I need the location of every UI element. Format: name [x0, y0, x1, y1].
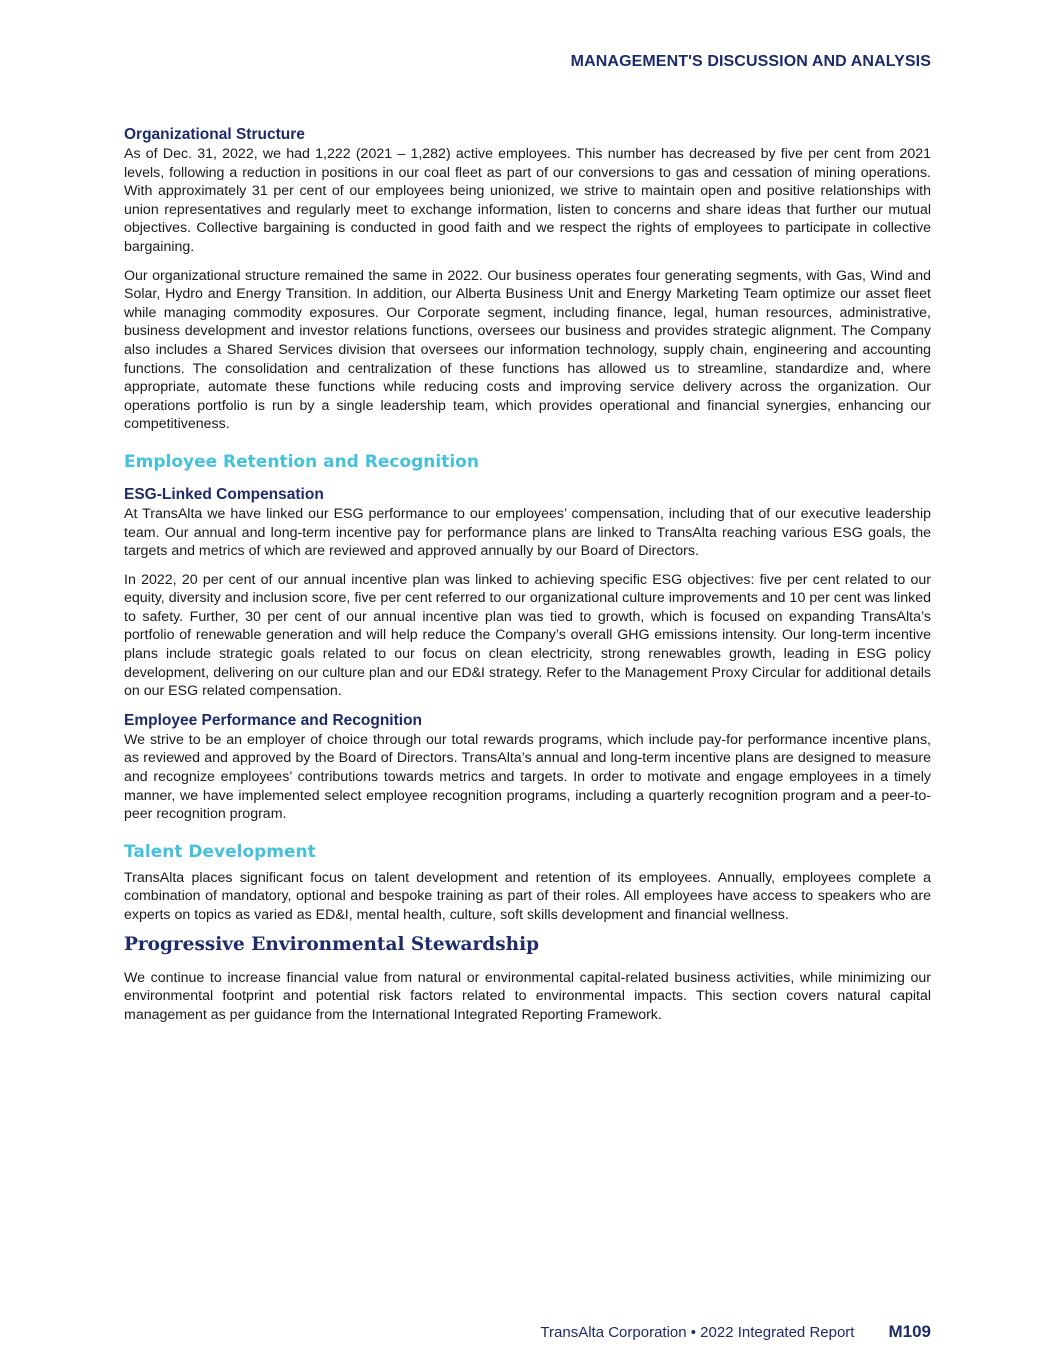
- heading-employee-retention: Employee Retention and Recognition: [124, 451, 479, 472]
- heading-employee-performance: Employee Performance and Recognition: [124, 711, 423, 729]
- page-content: [124, 125, 931, 1024]
- heading-environmental-stewardship: Progressive Environmental Stewardship: [124, 933, 540, 955]
- running-header: MANAGEMENT'S DISCUSSION AND ANALYSIS: [570, 53, 931, 70]
- paragraph-performance: We strive to be an employer of choice through our total rewards programs, which include pay-for performance incentive plans, as reviewed and approved by the Board of Directors. TransAlta’s annual and long-term incentive plans are designed to measure and recognize employees’ contributions towards metrics and targets. In order to motivate and engage employees in a timely manner, we have implemented select employee recognition programs, including a quarterly recognition program and a peer-to-peer recognition program.: [124, 731, 931, 823]
- paragraph-environment: We continue to increase financial value from natural or environmental capital-related business activities, while minimizing our environmental footprint and potential risk factors related to environmental impacts. This section covers natural capital management as per guidance from the International Integrated Reporting Framework.: [124, 969, 931, 1023]
- paragraph-esg-comp-2: In 2022, 20 per cent of our annual incentive plan was linked to achieving specific ESG objectives: five per cent related to our equity, diversity and inclusion score, five per cent referred to our organizational culture improvements and 10 per cent was linked to safety. Further, 30 per cent of our annual incentive plan was tied to growth, which is focused on expanding TransAlta’s portfolio of renewable generation and will help reduce the Company’s overall GHG emissions intensity. Our long-term incentive plans include strategic goals related to our focus on clean electricity, strong renewables growth, leading in ESG policy development, delivering on our culture plan and our ED&I strategy. Refer to the Management Proxy Circular for additional details on our ESG related compensation.: [124, 571, 931, 700]
- footer-report-title: TransAlta Corporation • 2022 Integrated Report: [540, 1324, 855, 1341]
- heading-talent-development: Talent Development: [124, 841, 316, 862]
- paragraph-org-structure-2: Our organizational structure remained the same in 2022. Our business operates four generating segments, with Gas, Wind and Solar, Hydro and Energy Transition. In addition, our Alberta Business Unit and Energy Marketing Team optimize our asset fleet while managing commodity exposures. Our Corporate segment, including finance, legal, human resources, administrative, business development and investor relations functions, oversees our business and provides strategic alignment. The Company also includes a Shared Services division that oversees our information technology, supply chain, engineering and accounting functions. The consolidation and centralization of these functions has allowed us to streamline, standardize and, where appropriate, automate these functions while reducing costs and improving service delivery across the organization. Our operations portfolio is run by a single leadership team, which provides operational and financial synergies, enhancing our competitiveness.: [124, 267, 931, 433]
- paragraph-esg-comp-1: At TransAlta we have linked our ESG performance to our employees’ compensation, including that of our executive leadership team. Our annual and long-term incentive pay for performance plans are linked to TransAlta reaching various ESG goals, the targets and metrics of which are reviewed and approved annually by our Board of Directors.: [124, 505, 931, 560]
- heading-esg-linked-compensation: ESG-Linked Compensation: [124, 485, 324, 503]
- paragraph-talent: TransAlta places significant focus on talent development and retention of its employees. Annually, employees complete a combination of mandatory, optional and bespoke training as part of their roles. All employees have access to speakers who are experts on topics as varied as ED&I, mental health, culture, soft skills development and financial wellness.: [124, 869, 931, 923]
- paragraph-org-structure-1: As of Dec. 31, 2022, we had 1,222 (2021 – 1,282) active employees. This number has decreased by five per cent from 2021 levels, following a reduction in positions in our coal fleet as part of our conversions to gas and cessation of mining operations. With approximately 31 per cent of our employees being unionized, we strive to maintain open and positive relationships with union representatives and regularly meet to exchange information, listen to concerns and share ideas that further our mutual objectives. Collective bargaining is conducted in good faith and we respect the rights of employees to participate in collective bargaining.: [124, 146, 931, 255]
- heading-organizational-structure: Organizational Structure: [124, 126, 305, 143]
- page-number: M109: [888, 1322, 931, 1341]
- page-footer: [540, 1322, 931, 1342]
